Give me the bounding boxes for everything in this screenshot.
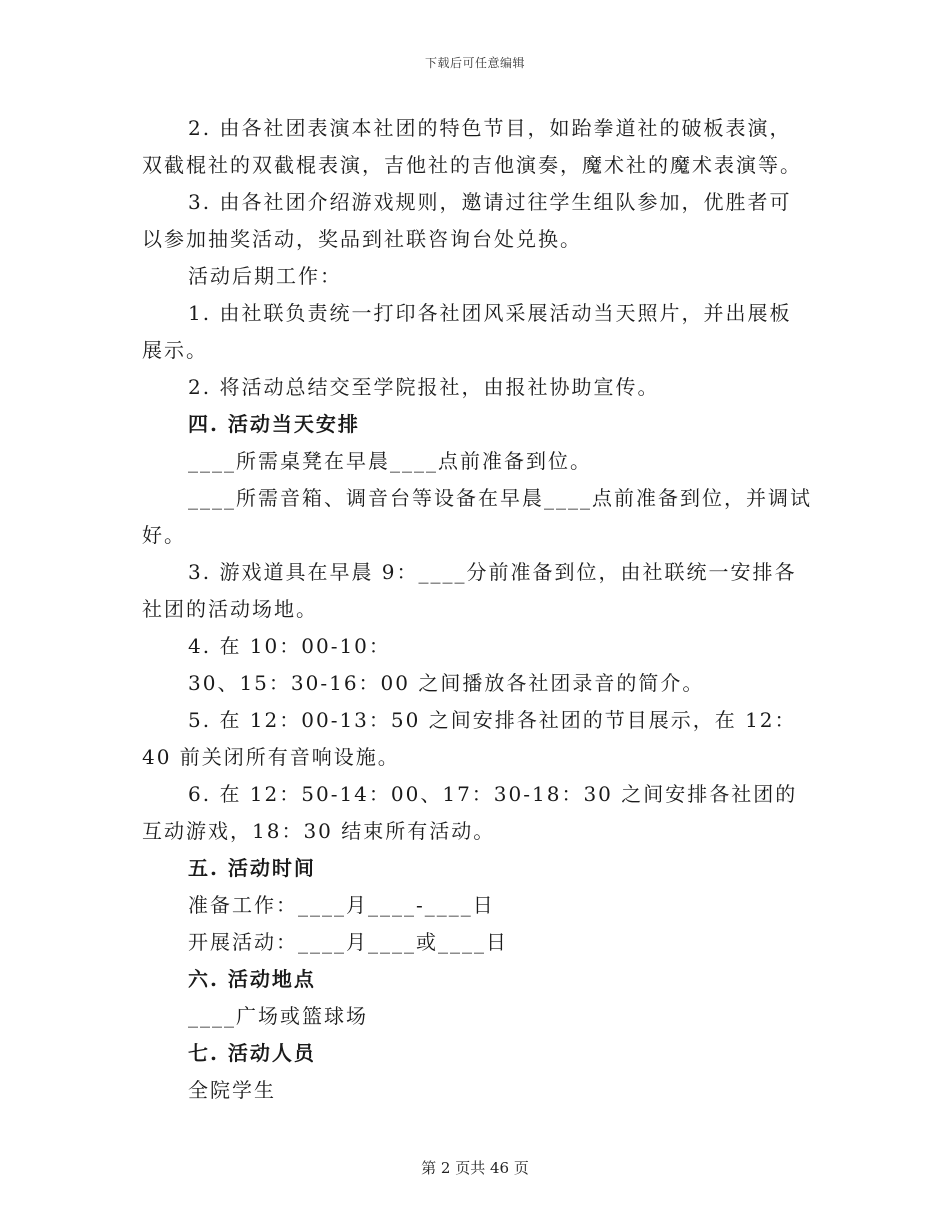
paragraph: 准备工作：____月____-____日 [188, 893, 495, 917]
paragraph: 2. 将活动总结交至学院报社，由报社协助宣传。 [188, 375, 660, 399]
paragraph: 活动后期工作： [188, 264, 342, 288]
paragraph: 4. 在 10：00-10： [188, 634, 391, 658]
section-heading: 七. 活动人员 [188, 1041, 316, 1065]
paragraph: 3. 由各社团介绍游戏规则，邀请过往学生组队参加，优胜者可以参加抽奖活动，奖品到社联咨询台处兑换。 [142, 190, 792, 251]
section-heading: 五. 活动时间 [188, 856, 316, 880]
paragraph: 1. 由社联负责统一打印各社团风采展活动当天照片，并出展板展示。 [142, 301, 792, 362]
section-heading: 六. 活动地点 [188, 967, 316, 991]
section-heading: 四. 活动当天安排 [188, 412, 360, 436]
paragraph: ____所需音箱、调音台等设备在早晨____点前准备到位，并调试好。 [142, 486, 812, 547]
page-header: 下载后可任意编辑 [424, 56, 525, 70]
document-body [142, 110, 812, 1109]
paragraph: 2. 由各社团表演本社团的特色节目，如跆拳道社的破板表演，双截棍社的双截棍表演，吉他社的吉他演奏，魔术社的魔术表演等。 [142, 116, 802, 177]
page-footer: 第 2 页共 46 页 [421, 1159, 529, 1177]
paragraph: ____所需桌凳在早晨____点前准备到位。 [188, 449, 592, 473]
paragraph: 3. 游戏道具在早晨 9：____分前准备到位，由社联统一安排各社团的活动场地。 [142, 560, 797, 621]
paragraph: 开展活动：____月____或____日 [188, 930, 508, 954]
paragraph: 全院学生 [188, 1078, 276, 1102]
paragraph: 5. 在 12：00-13：50 之间安排各社团的节目展示，在 12：40 前关闭所有音响设施。 [142, 708, 797, 769]
paragraph: ____广场或篮球场 [188, 1004, 368, 1028]
paragraph: 6. 在 12：50-14：00、17：30-18：30 之间安排各社团的互动游戏，18：30 结束所有活动。 [142, 782, 798, 843]
paragraph: 30、15：30-16：00 之间播放各社团录音的简介。 [188, 671, 705, 695]
